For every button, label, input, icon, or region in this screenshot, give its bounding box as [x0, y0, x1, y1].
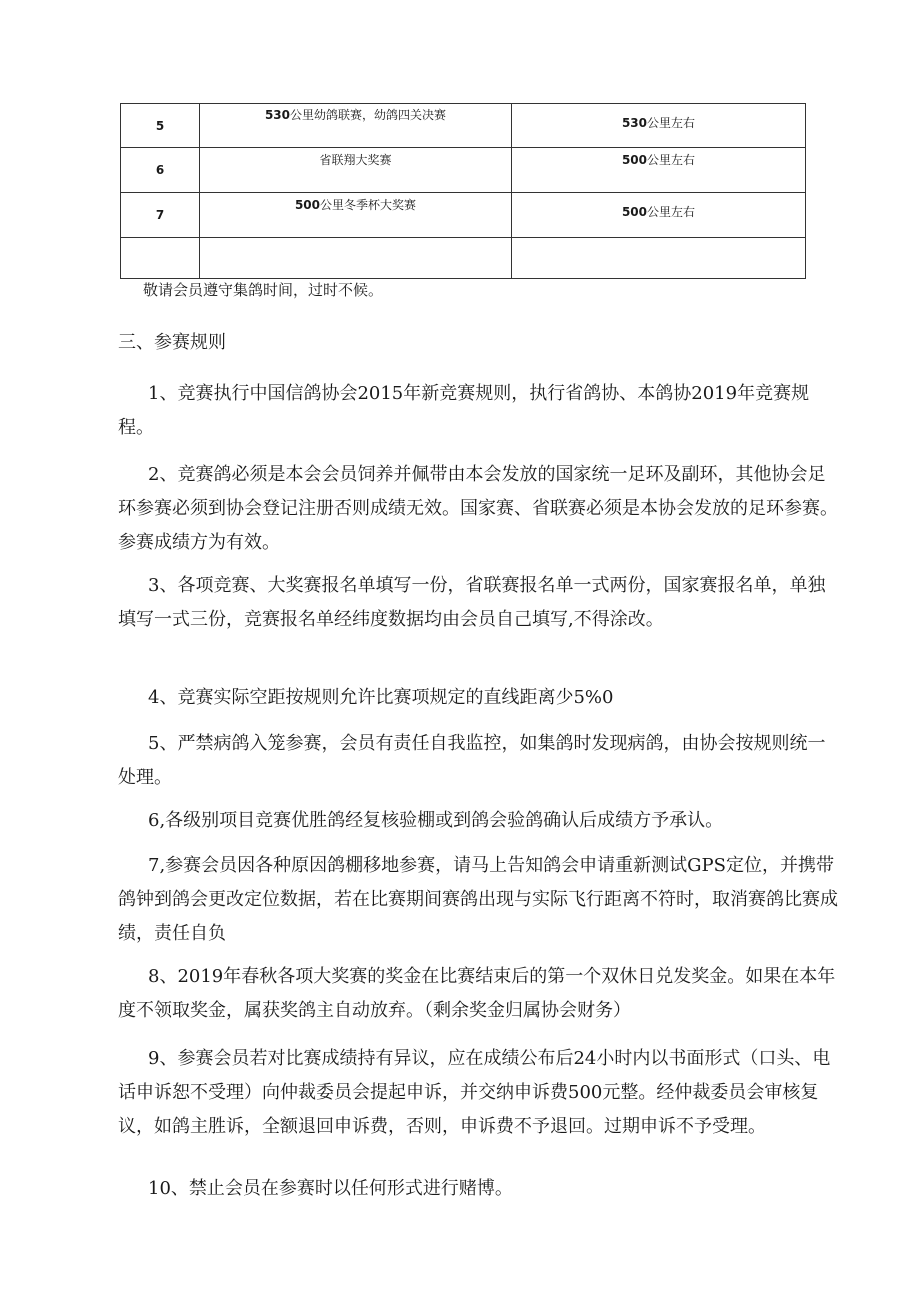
rule-paragraph: 4、竞赛实际空距按规则允许比赛项规定的直线距离少5%0 — [148, 687, 614, 708]
race-name: 公里冬季杯大奖赛 — [320, 198, 417, 212]
assembly-time-note: 敬请会员遵守集鸽时间，过时不候。 — [143, 281, 384, 299]
row-number — [121, 238, 200, 279]
table-row — [121, 104, 806, 148]
rule-paragraph: 6,各级别项目竞赛优胜鸽经复核验棚或到鸽会验鸽确认后成绩方予承认。 — [148, 810, 724, 831]
rule-paragraph: 5、严禁病鸽入笼参赛，会员有责任自我监控，如集鸽时发现病鸽，由协会按规则统一处理。 — [118, 733, 826, 788]
distance-number: 530 — [621, 116, 648, 130]
distance-cell — [512, 238, 806, 279]
race-name-cell — [200, 148, 512, 193]
distance-unit: 公里左右 — [647, 205, 696, 219]
distance-number: 500 — [621, 205, 648, 219]
race-name: 公里幼鸽联赛，幼鸽四关决赛 — [290, 108, 447, 122]
race-name: 省联翔大奖赛 — [319, 153, 392, 167]
distance-unit: 公里左右 — [647, 153, 696, 167]
race-name-cell — [200, 238, 512, 279]
distance-number: 500 — [621, 153, 648, 167]
rule-paragraph: 10、禁止会员在参赛时以任何形式进行赌博。 — [148, 1178, 513, 1199]
rule-paragraph: 1、竞赛执行中国信鸽协会2015年新竞赛规则，执行省鸽协、本鸽协2019年竞赛规程。 — [118, 383, 810, 438]
distance-cell — [512, 193, 806, 238]
distance-cell — [512, 104, 806, 148]
distance-cell — [512, 148, 806, 193]
race-name-cell — [200, 104, 512, 148]
rule-paragraph: 2、竞赛鸽必须是本会会员饲养并佩带由本会发放的国家统一足环及副环，其他协会足环参赛必须到协会登记注册否则成绩无效。国家赛、省联赛必须是本协会发放的足环参赛。参赛成绩方为有效。 — [118, 464, 838, 553]
rule-paragraph: 9、参赛会员若对比赛成绩持有异议，应在成绩公布后24小时内以书面形式（口头、电话申诉恕不受理）向仲裁委员会提起申诉，并交纳申诉费500元整。经仲裁委员会审核复议，如鸽主胜诉，全额退回申诉费，否则，申诉费不予退回。过期申诉不予受理。 — [118, 1048, 831, 1137]
section-title: 三、参赛规则 — [118, 332, 226, 353]
race-distance-number: 530 — [264, 108, 291, 122]
rule-paragraph: 7,参赛会员因各种原因鸽棚移地参赛，请马上告知鸽会申请重新测试GPS定位，并携带鸽钟到鸽会更改定位数据，若在比赛期间赛鸽出现与实际飞行距离不符时，取消赛鸽比赛成绩，责任自负 — [118, 855, 838, 944]
table-row — [121, 148, 806, 193]
row-number: 5 — [121, 104, 200, 148]
distance-unit: 公里左右 — [647, 116, 696, 130]
table-row — [121, 193, 806, 238]
race-distance-number: 500 — [294, 198, 321, 212]
race-name-cell — [200, 193, 512, 238]
row-number: 7 — [121, 193, 200, 238]
rule-paragraph: 8、2019年春秋各项大奖赛的奖金在比赛结束后的第一个双休日兑发奖金。如果在本年度不领取奖金，属获奖鸽主自动放弃。（剩余奖金归属协会财务） — [118, 966, 836, 1021]
rule-paragraph: 3、各项竞赛、大奖赛报名单填写一份，省联赛报名单一式两份，国家赛报名单，单独填写一式三份，竞赛报名单经纬度数据均由会员自己填写,不得涂改。 — [118, 575, 826, 630]
race-schedule-table — [120, 103, 806, 279]
table-row — [121, 238, 806, 279]
row-number: 6 — [121, 148, 200, 193]
